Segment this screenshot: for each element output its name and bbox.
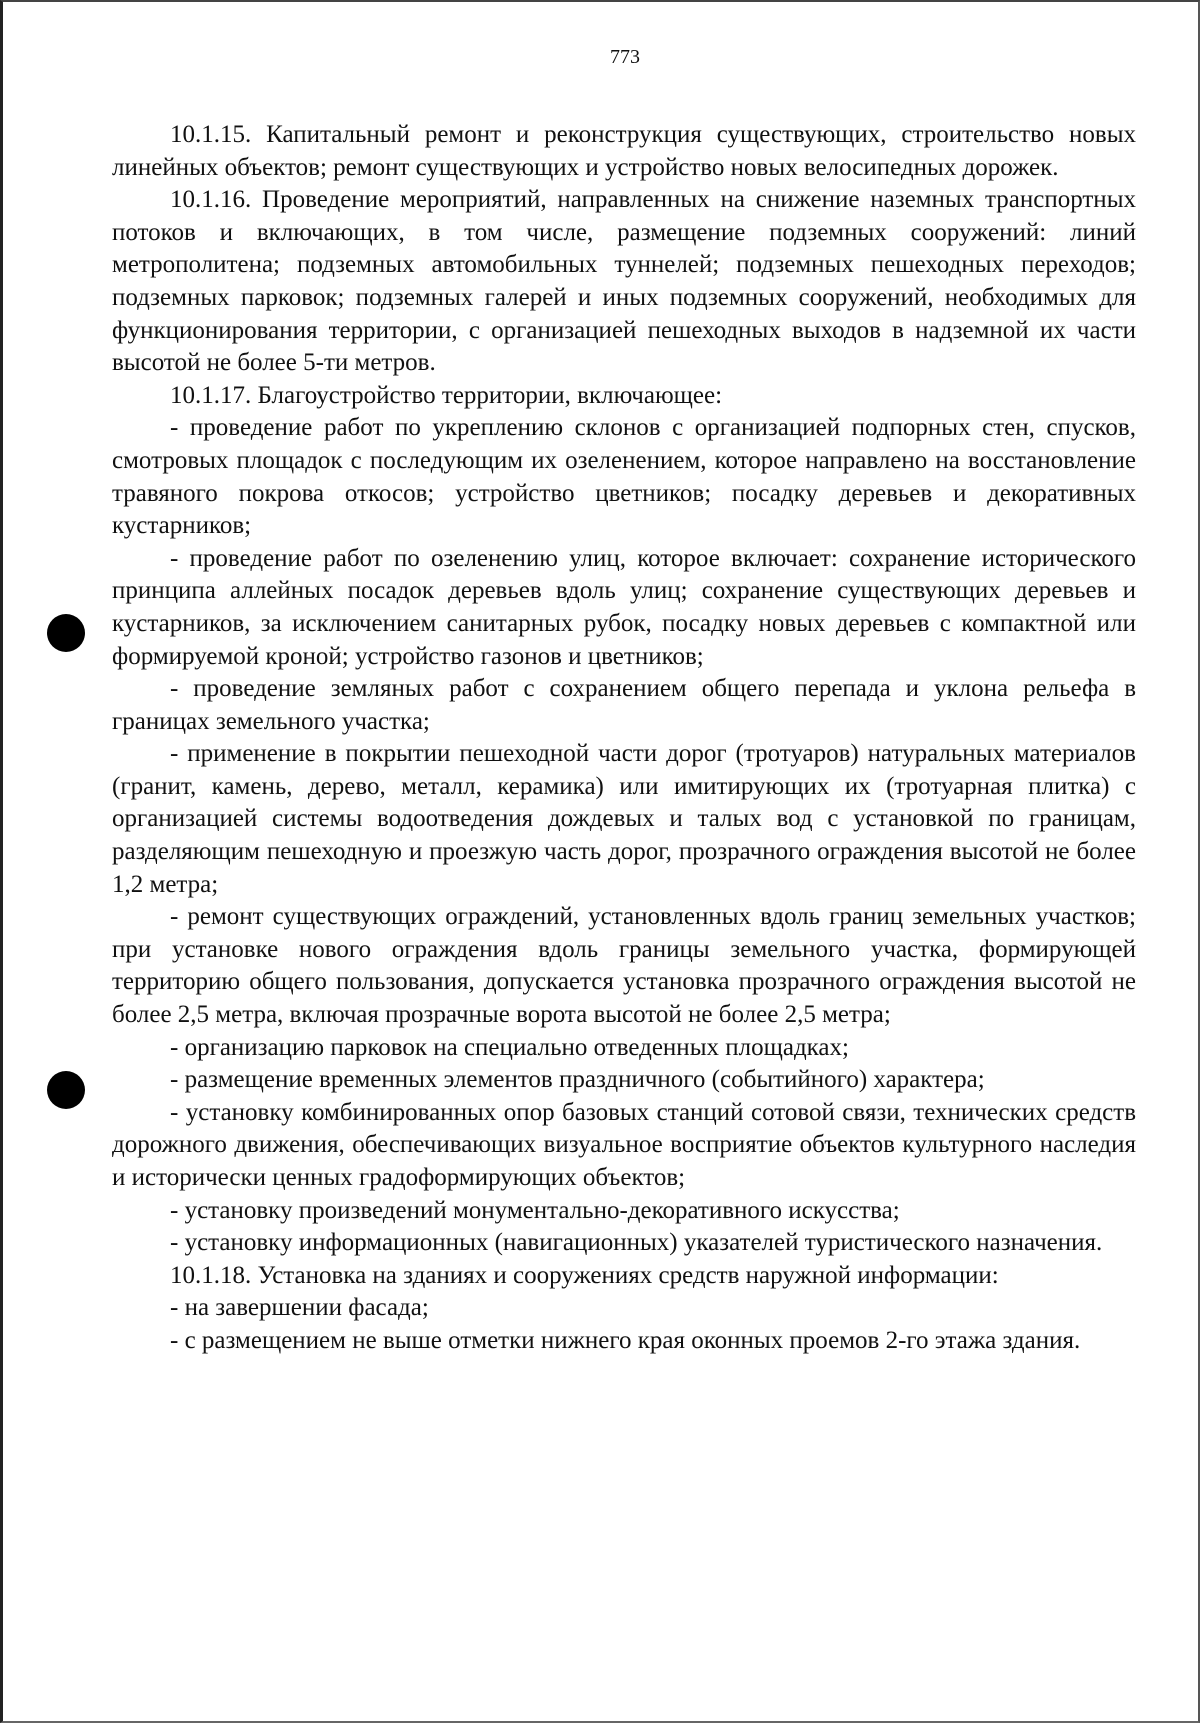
list-item-slopes: - проведение работ по укреплению склонов с организацией подпорных стен, спусков, смотровых площадок с последующим их озеленением, которое направлено на восстановление травяного покрова откосов; устройство цветников; посадку деревьев и декоративных кустарников; bbox=[112, 414, 1136, 540]
punch-hole-top bbox=[47, 614, 85, 652]
list-item-earthworks: - проведение земляных работ с сохранением общего перепада и уклона рельефа в границах земельного участка; bbox=[112, 675, 1136, 735]
list-item-base-stations: - установку комбинированных опор базовых станций сотовой связи, технических средств дорожного движения, обеспечивающих визуальное восприятие объектов культурного наследия и исторически ценных градоформирующих объектов; bbox=[112, 1098, 1136, 1191]
paragraph-10-1-15: 10.1.15. Капитальный ремонт и реконструкция существующих, строительство новых линейных объектов; ремонт существующих и устройство новых велосипедных дорожек. bbox=[112, 121, 1136, 181]
list-item-pavement: - применение в покрытии пешеходной части дорог (тротуаров) натуральных материалов (гранит, камень, дерево, металл, керамика) или имитирующих их (тротуарная плитка) с организацией системы водоотведения дождевых и талых вод с установкой по границам, разделяющим пешеходную и проезжую часть дорог, прозрачного ограждения высотой не более 1,2 метра; bbox=[112, 740, 1136, 898]
list-item-window-level: - с размещением не выше отметки нижнего края оконных проемов 2-го этажа здания. bbox=[170, 1326, 1081, 1354]
document-body bbox=[112, 119, 1136, 1358]
list-item-fences: - ремонт существующих ограждений, установленных вдоль границ земельных участков; при установке нового ограждения вдоль границы земельного участка, формирующей территорию общего пользования, допускается установка прозрачного ограждения высотой не более 2,5 метра, включая прозрачные ворота высотой не более 2,5 метра; bbox=[112, 903, 1136, 1029]
paragraph-10-1-16: 10.1.16. Проведение мероприятий, направленных на снижение наземных транспортных потоков и включающих, в том числе, размещение подземных сооружений: линий метрополитена; подземных автомобильных туннелей; подземных пешеходных переходов; подземных парковок; подземных галерей и иных подземных сооружений, необходимых для функционирования территории, с организацией пешеходных выходов в надземной их части высотой не более 5-ти метров. bbox=[112, 186, 1136, 377]
list-item-festive-elements: - размещение временных элементов праздничного (событийного) характера; bbox=[170, 1066, 985, 1094]
list-item-parking: - организацию парковок на специально отведенных площадках; bbox=[170, 1033, 849, 1061]
paragraph-10-1-17: 10.1.17. Благоустройство территории, включающее: bbox=[170, 381, 723, 409]
list-item-tourist-signs: - установку информационных (навигационных) указателей туристического назначения. bbox=[170, 1229, 1103, 1257]
page-number: 773 bbox=[610, 46, 640, 68]
punch-hole-bottom bbox=[47, 1071, 85, 1109]
list-item-facade-top: - на завершении фасада; bbox=[170, 1294, 429, 1322]
list-item-monumental-art: - установку произведений монументально-декоративного искусства; bbox=[170, 1196, 900, 1224]
paragraph-10-1-18: 10.1.18. Установка на зданиях и сооружениях средств наружной информации: bbox=[170, 1261, 999, 1289]
list-item-street-greening: - проведение работ по озеленению улиц, которое включает: сохранение исторического принципа аллейных посадок деревьев вдоль улиц; сохранение существующих деревьев и кустарников, за исключением санитарных рубок, посадку новых деревьев с компактной или формируемой кроной; устройство газонов и цветников; bbox=[112, 544, 1136, 670]
